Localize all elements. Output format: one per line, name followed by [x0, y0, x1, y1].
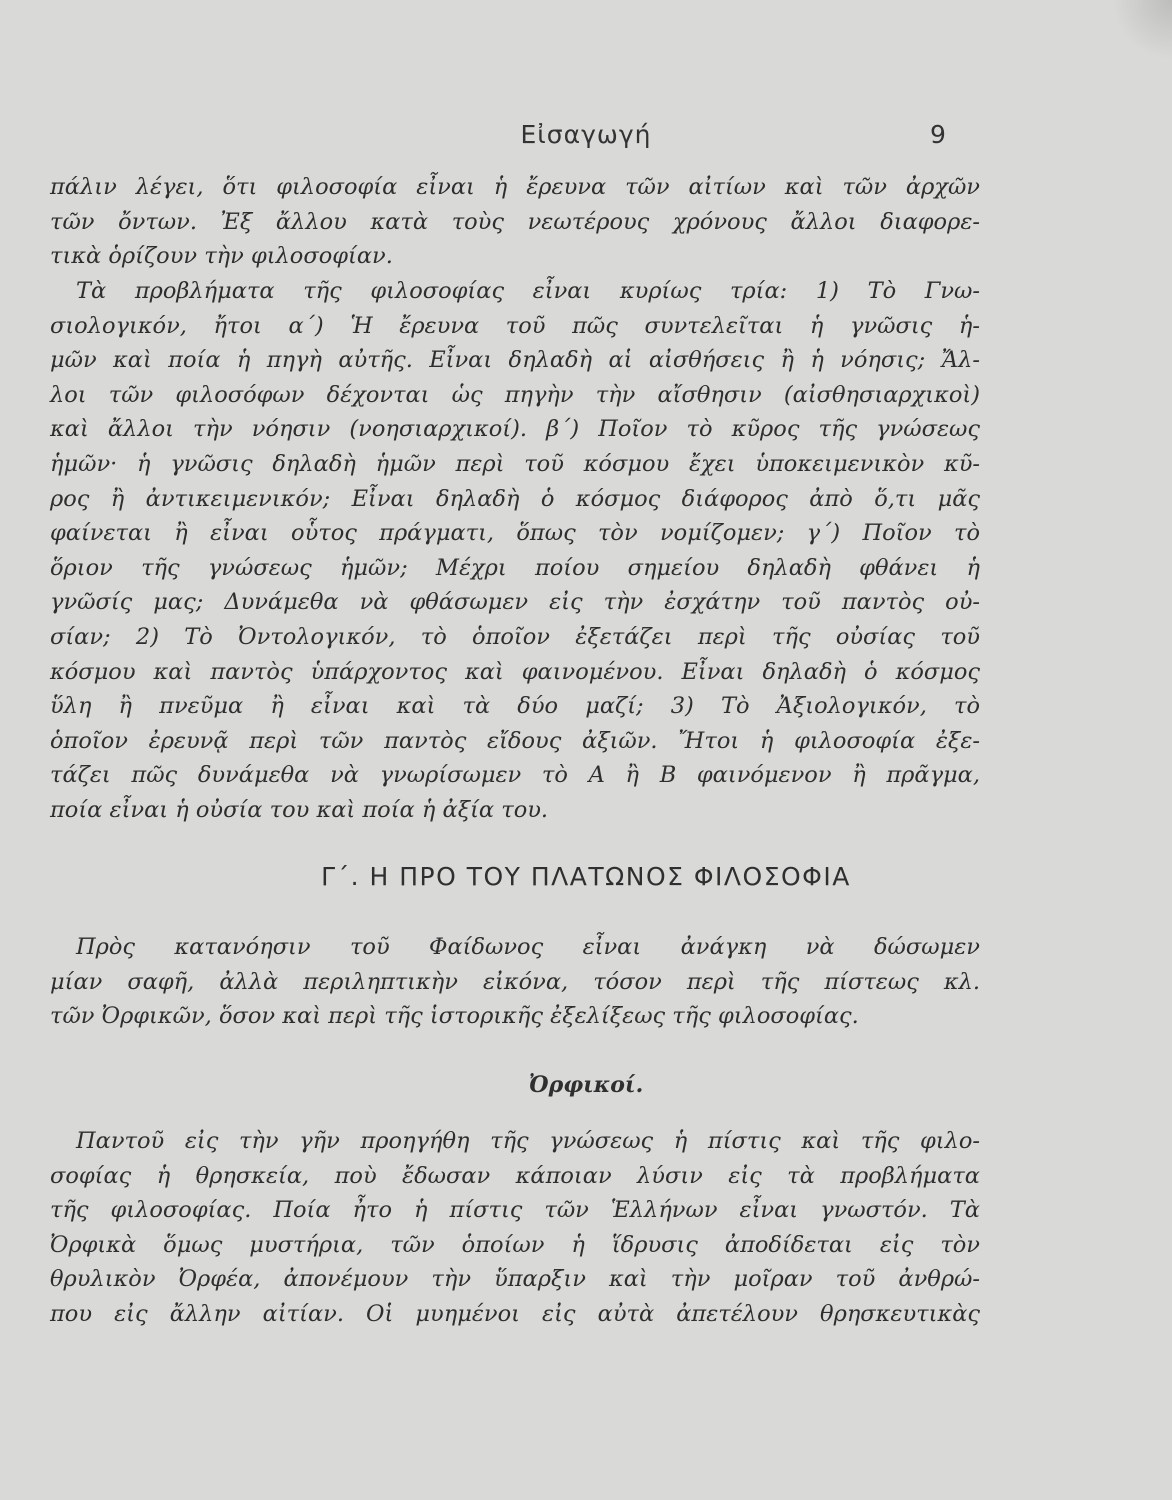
text-line: σιολογικόν, ἤτοι α΄) Ἡ ἔρευνα τοῦ πῶς συντελεῖται ἡ γνῶσις ἡ- — [50, 312, 980, 339]
page-corner-shadow — [1112, 0, 1172, 60]
text-line: τάζει πῶς δυνάμεθα νὰ γνωρίσωμεν τὸ Α ἢ Β φαινόμενον ἢ πρᾶγμα, — [50, 762, 980, 789]
text-line: Παντοῦ εἰς τὴν γῆν προηγήθη τῆς γνώσεως ἡ πίστις καὶ τῆς φιλο- — [76, 1128, 980, 1154]
text-line: τῶν ὄντων. Ἐξ ἄλλου κατὰ τοὺς νεωτέρους χρόνους ἄλλοι διαφορε- — [50, 208, 980, 235]
paragraph-3 — [50, 930, 980, 1034]
text-line: σίαν; 2) Τὸ Ὀντολογικόν, τὸ ὁποῖον ἐξετάζει περὶ τῆς οὐσίας τοῦ — [50, 623, 980, 650]
text-line: Πρὸς κατανόησιν τοῦ Φαίδωνος εἶναι ἀνάγκη νὰ δώσωμεν — [76, 934, 980, 960]
text-line: ποία εἶναι ἡ οὐσία του καὶ ποία ἡ ἀξία του. — [50, 796, 549, 823]
text-line: τῶν Ὀρφικῶν, ὅσον καὶ περὶ τῆς ἱστορικῆς ἐξελίξεως τῆς φιλοσοφίας. — [50, 1003, 859, 1030]
text-line: ὅριον τῆς γνώσεως ἡμῶν; Μέχρι ποίου σημείου δηλαδὴ φθάνει ἡ — [50, 554, 980, 581]
paragraph-4 — [50, 1124, 980, 1332]
text-line: τικὰ ὁρίζουν τὴν φιλοσοφίαν. — [50, 243, 393, 270]
text-line: Ὀρφικὰ ὅμως μυστήρια, τῶν ὁποίων ἡ ἵδρυσις ἀποδίδεται εἰς τὸν — [50, 1231, 980, 1258]
text-line: θρυλικὸν Ὀρφέα, ἀπονέμουν τὴν ὕπαρξιν καὶ τὴν μοῖραν τοῦ ἀνθρώ- — [50, 1266, 980, 1293]
text-line: μίαν σαφῆ, ἀλλὰ περιληπτικὴν εἰκόνα, τόσον περὶ τῆς πίστεως κλ. — [50, 968, 980, 995]
text-line: γνῶσίς μας; Δυνάμεθα νὰ φθάσωμεν εἰς τὴν ἐσχάτην τοῦ παντὸς οὐ- — [50, 589, 980, 616]
text-line: κόσμου καὶ παντὸς ὑπάρχοντος καὶ φαινομένου. Εἶναι δηλαδὴ ὁ κόσμος — [50, 658, 980, 685]
page-number: 9 — [930, 120, 946, 149]
text-line: ἡμῶν· ἡ γνῶσις δηλαδὴ ἡμῶν περὶ τοῦ κόσμου ἔχει ὑποκειμενικὸν κῦ- — [50, 450, 980, 477]
text-line: ὁποῖον ἐρευνᾷ περὶ τῶν παντὸς εἴδους ἀξιῶν. Ἤτοι ἡ φιλοσοφία ἐξε- — [50, 727, 980, 754]
running-header-title: Εἰσαγωγή — [520, 120, 652, 149]
paragraph-2 — [50, 274, 980, 828]
text-line: τῆς φιλοσοφίας. Ποία ἦτο ἡ πίστις τῶν Ἑλλήνων εἶναι γνωστόν. Τὰ — [50, 1197, 980, 1224]
text-line: ρος ἢ ἀντικειμενικόν; Εἶναι δηλαδὴ ὁ κόσμος διάφορος ἀπὸ ὅ,τι μᾶς — [50, 485, 980, 512]
text-line: μῶν καὶ ποία ἡ πηγὴ αὐτῆς. Εἶναι δηλαδὴ αἱ αἰσθήσεις ἢ ἡ νόησις; Ἄλ- — [50, 347, 980, 374]
paragraph-1 — [50, 170, 980, 274]
text-line: σοφίας ἡ θρησκεία, ποὺ ἔδωσαν κάποιαν λύσιν εἰς τὰ προβλήματα — [50, 1162, 980, 1189]
text-line: καὶ ἄλλοι τὴν νόησιν (νοησιαρχικοί). β΄) Ποῖον τὸ κῦρος τῆς γνώσεως — [50, 416, 980, 443]
text-line: φαίνεται ἢ εἶναι οὗτος πράγματι, ὅπως τὸν νομίζομεν; γ΄) Ποῖον τὸ — [50, 520, 980, 547]
text-line: που εἰς ἄλλην αἰτίαν. Οἱ μυημένοι εἰς αὐτὰ ἀπετέλουν θρησκευτικὰς — [50, 1300, 980, 1327]
subheading: Ὀρφικοί. — [528, 1072, 644, 1098]
text-line: ὕλη ἢ πνεῦμα ἢ εἶναι καὶ τὰ δύο μαζί; 3) Τὸ Ἀξιολογικόν, τὸ — [50, 693, 980, 720]
text-line: πάλιν λέγει, ὅτι φιλοσοφία εἶναι ἡ ἔρευνα τῶν αἰτίων καὶ τῶν ἀρχῶν — [50, 174, 980, 200]
text-line: λοι τῶν φιλοσόφων δέχονται ὡς πηγὴν τὴν αἴσθησιν (αἰσθησιαρχικοὶ) — [50, 381, 980, 408]
text-line: Τὰ προβλήματα τῆς φιλοσοφίας εἶναι κυρίως τρία: 1) Τὸ Γνω- — [76, 278, 980, 304]
section-heading: Γ΄. Η ΠΡΟ ΤΟΥ ΠΛΑΤΩΝΟΣ ΦΙΛΟΣΟΦΙΑ — [321, 862, 851, 891]
